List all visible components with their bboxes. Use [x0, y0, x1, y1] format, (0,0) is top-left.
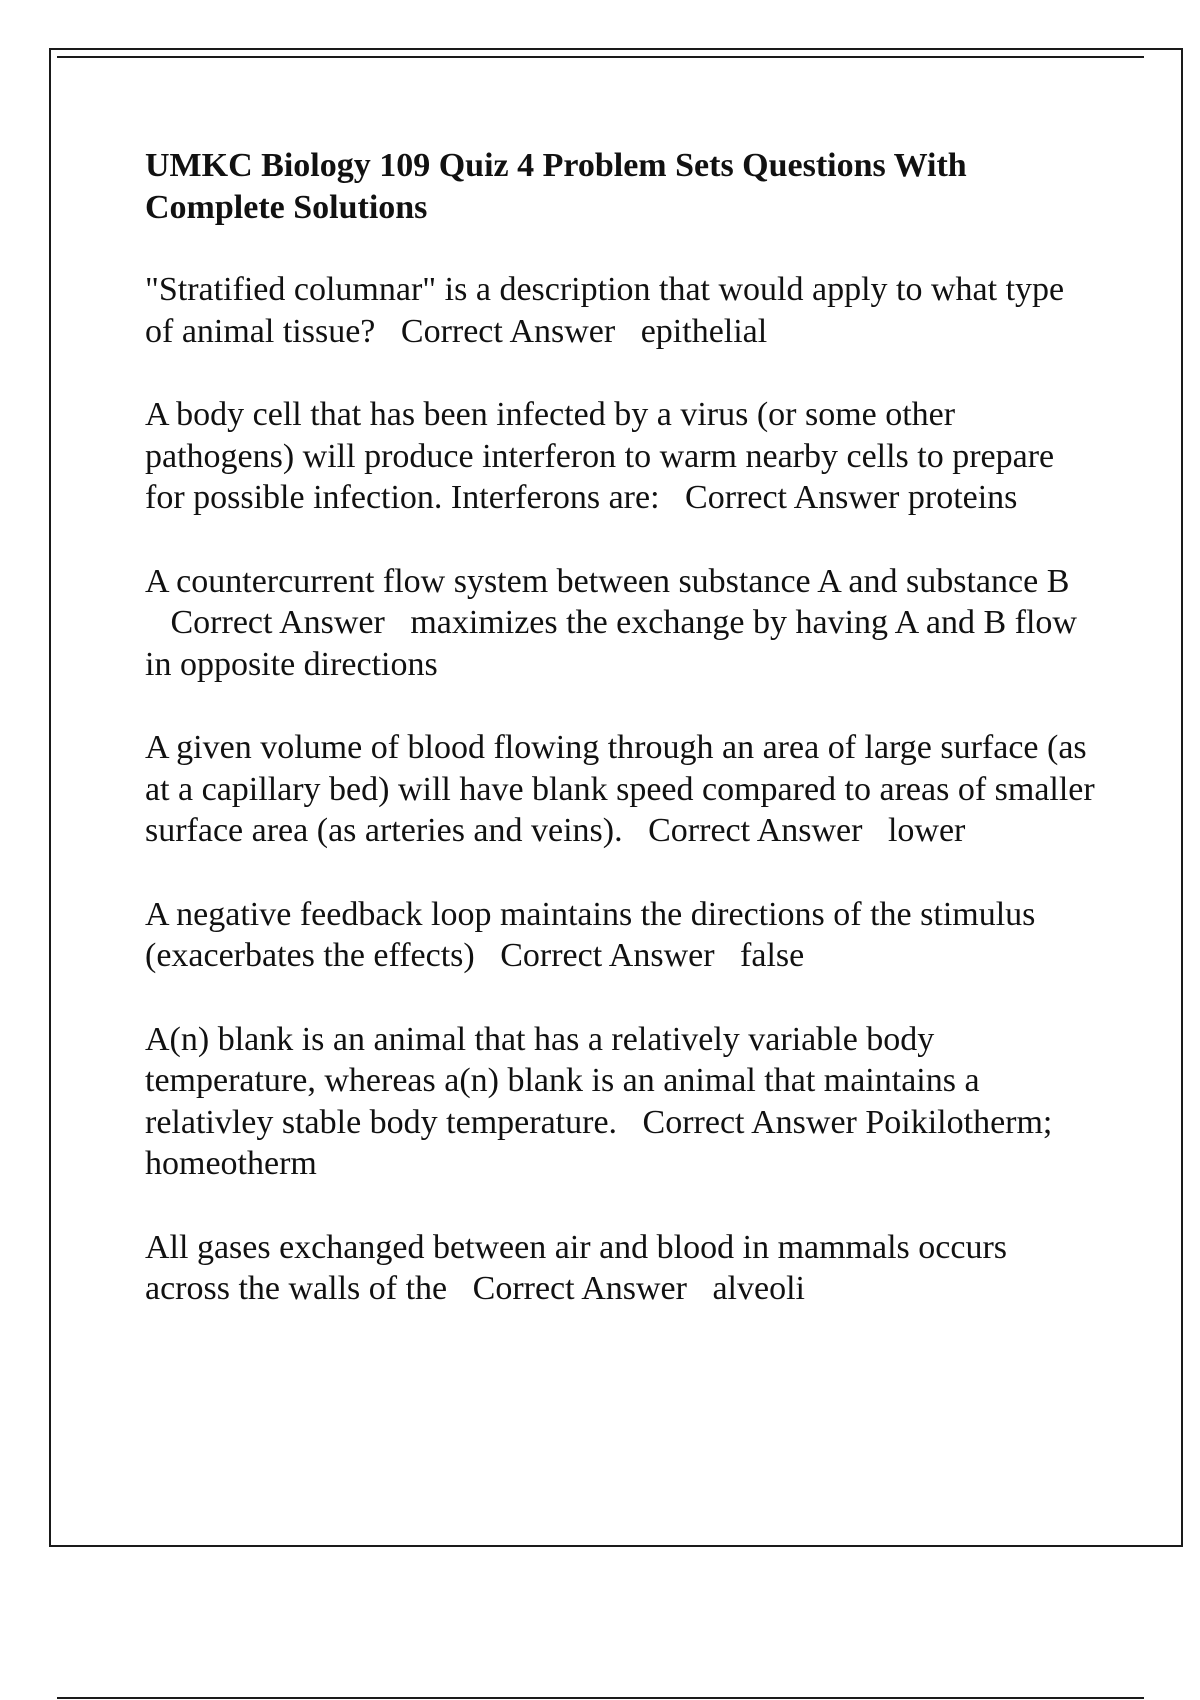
question-text: All gases exchanged between air and blood in mammals occurs across the walls of the — [145, 1228, 1008, 1307]
document-title: UMKC Biology 109 Quiz 4 Problem Sets Questions With Complete Solutions — [145, 147, 967, 226]
question-text: A countercurrent flow system between substance A and substance B — [145, 562, 1070, 600]
answer-label: Correct Answer — [400, 312, 616, 350]
answer-text: maximizes the exchange by having A and B flow in opposite directions — [145, 604, 1077, 683]
answer-label: Correct Answer — [500, 937, 715, 974]
answer-label: Correct Answer — [648, 812, 863, 849]
question-text: A negative feedback loop maintains the directions of the stimulus (exacerbates the effects) — [145, 895, 1036, 974]
question-text: A given volume of blood flowing through an area of large surface (as at a capillary bed) will have blank speed compared to areas of smaller surface area (as arteries and veins). — [145, 729, 1095, 849]
answer-text: false — [740, 937, 805, 974]
answer-text: alveoli — [712, 1270, 805, 1307]
answer-label: Correct Answer — [685, 479, 900, 516]
answer-text: epithelial — [640, 312, 768, 350]
document-content — [145, 145, 1095, 1352]
answer-label: Correct Answer — [472, 1270, 687, 1307]
answer-label: Correct Answer — [170, 604, 385, 641]
qa-item-4 — [145, 727, 1095, 852]
bottom-rule — [57, 1697, 1144, 1699]
answer-text: Poikilotherm; homeotherm — [145, 1103, 1053, 1182]
qa-item-6 — [145, 1019, 1095, 1185]
answer-label: Correct Answer — [642, 1103, 857, 1141]
answer-text: lower — [887, 812, 966, 849]
question-text: A body cell that has been infected by a virus (or some other pathogens) will produce interferon to warm nearby cells to prepare for possible infection. Interferons are: — [145, 396, 1055, 516]
question-text: A(n) blank is an animal that has a relatively variable body temperature, whereas a(n) blank is an animal that maintains a relativley stable body temperature. — [145, 1020, 980, 1141]
question-text: "Stratified columnar" is a description that would apply to what type of animal tissue? — [145, 271, 1065, 350]
qa-item-2 — [145, 394, 1095, 519]
answer-text: proteins — [907, 479, 1018, 516]
qa-item-5 — [145, 894, 1095, 977]
qa-item-1 — [145, 269, 1095, 352]
qa-item-3 — [145, 561, 1095, 686]
qa-item-7 — [145, 1227, 1095, 1310]
